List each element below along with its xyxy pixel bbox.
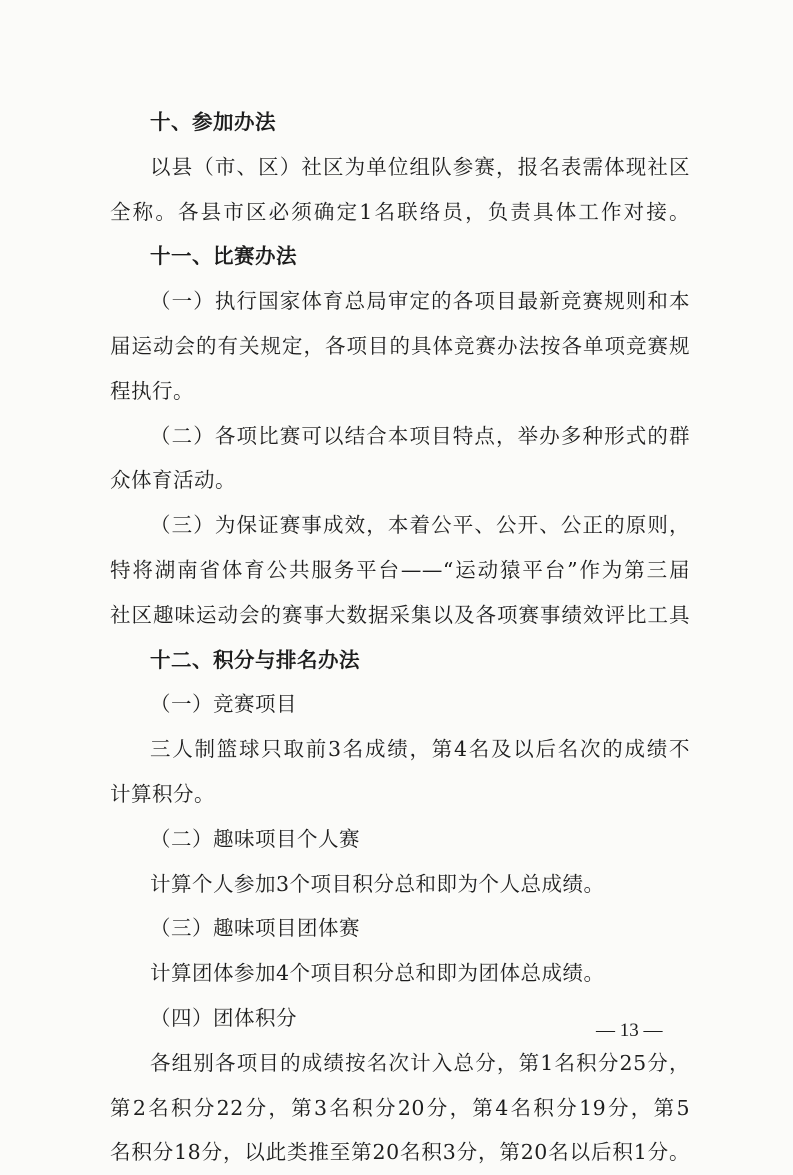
document-body	[110, 100, 690, 1175]
subheading-line: （四）团体积分	[150, 1005, 297, 1030]
section-heading-scoring: 十二、积分与排名办法	[150, 647, 360, 672]
paragraph-line: （二）各项比赛可以结合本项目特点，举办多种形式的群	[150, 423, 690, 448]
paragraph-line: 名积分18分，以此类推至第20名积3分，第20名以后积1分。	[110, 1140, 690, 1165]
paragraph-line: 第2名积分22分，第3名积分20分，第4名积分19分，第5	[110, 1095, 690, 1120]
section-heading-participation: 十、参加办法	[150, 110, 276, 134]
paragraph-line: （一）执行国家体育总局审定的各项目最新竞赛规则和本	[150, 289, 690, 314]
paragraph-line: 计算积分。	[110, 781, 215, 806]
section-heading-competition: 十一、比赛办法	[150, 244, 297, 269]
paragraph-line: 届运动会的有关规定，各项目的具体竞赛办法按各单项竞赛规	[110, 333, 690, 358]
paragraph-line: 特将湖南省体育公共服务平台——“运动猿平台”作为第三届	[110, 557, 690, 582]
paragraph-line: 全称。各县市区必须确定1名联络员，负责具体工作对接。	[110, 199, 690, 224]
subheading-line: （二）趣味项目个人赛	[150, 826, 360, 851]
page-number: — 13 —	[596, 1020, 663, 1041]
paragraph-line: 计算个人参加3个项目积分总和即为个人总成绩。	[150, 871, 605, 896]
paragraph-line: （三）为保证赛事成效，本着公平、公开、公正的原则，	[150, 513, 690, 538]
paragraph-line: 计算团体参加4个项目积分总和即为团体总成绩。	[150, 961, 605, 986]
paragraph-line: 社区趣味运动会的赛事大数据采集以及各项赛事绩效评比工具	[110, 602, 690, 627]
paragraph-line: 三人制篮球只取前3名成绩，第4名及以后名次的成绩不	[150, 737, 690, 762]
paragraph-line: 各组别各项目的成绩按名次计入总分，第1名积分25分，	[150, 1050, 690, 1075]
subheading-line: （一）竞赛项目	[150, 692, 297, 717]
subheading-line: （三）趣味项目团体赛	[150, 916, 360, 941]
paragraph-line: 众体育活动。	[110, 468, 236, 493]
paragraph-line: 程执行。	[110, 378, 194, 403]
paragraph-line: 以县（市、区）社区为单位组队参赛，报名表需体现社区	[150, 154, 690, 179]
